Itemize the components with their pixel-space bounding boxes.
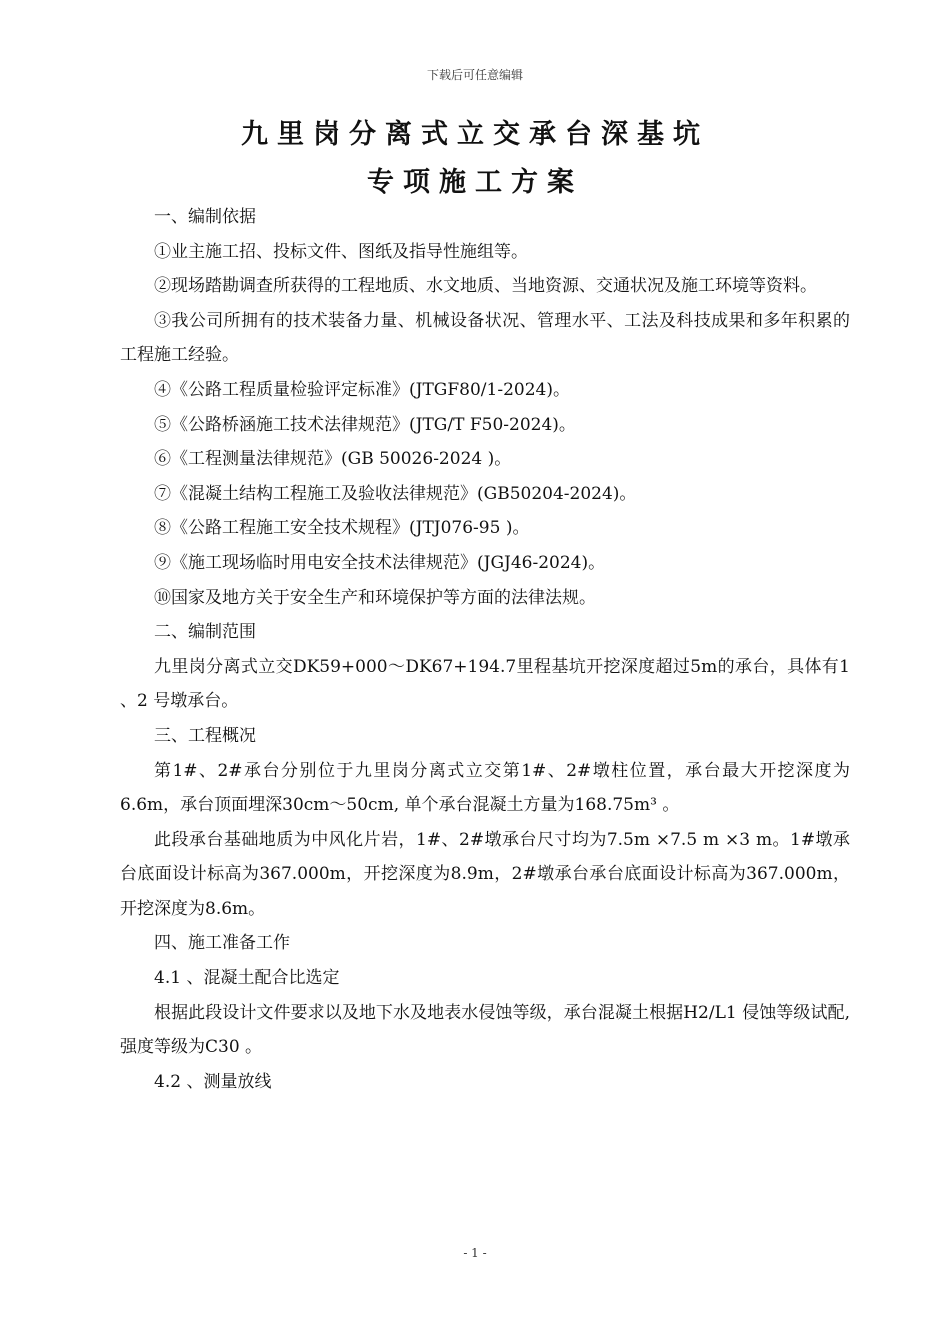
- paragraph: ⑥《工程测量法律规范》(GB 50026-2024 )。: [154, 449, 512, 470]
- subsection-heading-mix: 4.1 、混凝土配合比选定: [154, 968, 340, 989]
- paragraph: 根据此段设计文件要求以及地下水及地表水侵蚀等级，承台混凝土根据H2/L1 侵蚀等级试配, 强度等级为C30 。: [120, 1002, 850, 1058]
- paragraph: ⑨《施工现场临时用电安全技术法律规范》(JGJ46-2024)。: [154, 552, 606, 573]
- paragraph: ①业主施工招、投标文件、图纸及指导性施组等。: [154, 241, 528, 262]
- paragraph: 九里岗分离式立交DK59+000～DK67+194.7里程基坑开挖深度超过5m的承台，具体有1 、2 号墩承台。: [120, 656, 850, 712]
- document-title-line-1: 九里岗分离式立交承台深基坑: [241, 119, 709, 150]
- document-title-line-2: 专项施工方案: [367, 167, 583, 198]
- paragraph: 第1#、2#承台分别位于九里岗分离式立交第1#、2#墩柱位置，承台最大开挖深度为6.6m，承台顶面埋深30cm～50cm, 单个承台混凝土方量为168.75m³ 。: [120, 760, 850, 816]
- section-heading-scope: 二、编制范围: [154, 622, 256, 643]
- paragraph: ⑩国家及地方关于安全生产和环境保护等方面的法律法规。: [154, 587, 596, 608]
- page-number: - 1 -: [463, 1246, 487, 1260]
- paragraph: ⑧《公路工程施工安全技术规程》(JTJ076-95 )。: [154, 518, 530, 539]
- paragraph: ④《公路工程质量检验评定标准》(JTGF80/1-2024)。: [154, 379, 570, 400]
- paragraph: 此段承台基础地质为中风化片岩，1#、2#墩承台尺寸均为7.5m ×7.5 m ×3 m。1#墩承台底面设计标高为367.000m，开挖深度为8.9m，2#墩承台承台底面设计标高为367.000m，开挖深度为8.6m。: [120, 829, 850, 919]
- paragraph: ⑦《混凝土结构工程施工及验收法律规范》(GB50204-2024)。: [154, 483, 637, 504]
- section-heading-basis: 一、编制依据: [154, 207, 256, 227]
- section-heading-preparation: 四、施工准备工作: [154, 933, 290, 954]
- page-header: 下载后可任意编辑: [426, 68, 523, 82]
- paragraph: ③我公司所拥有的技术装备力量、机械设备状况、管理水平、工法及科技成果和多年积累的工程施工经验。: [120, 310, 850, 366]
- document-body: [120, 200, 850, 1099]
- paragraph: ⑤《公路桥涵施工技术法律规范》(JTG/T F50-2024)。: [154, 414, 576, 435]
- section-heading-overview: 三、工程概况: [154, 725, 256, 746]
- subsection-heading-survey: 4.2 、测量放线: [154, 1071, 272, 1092]
- paragraph: ②现场踏勘调查所获得的工程地质、水文地质、当地资源、交通状况及施工环境等资料。: [154, 276, 817, 297]
